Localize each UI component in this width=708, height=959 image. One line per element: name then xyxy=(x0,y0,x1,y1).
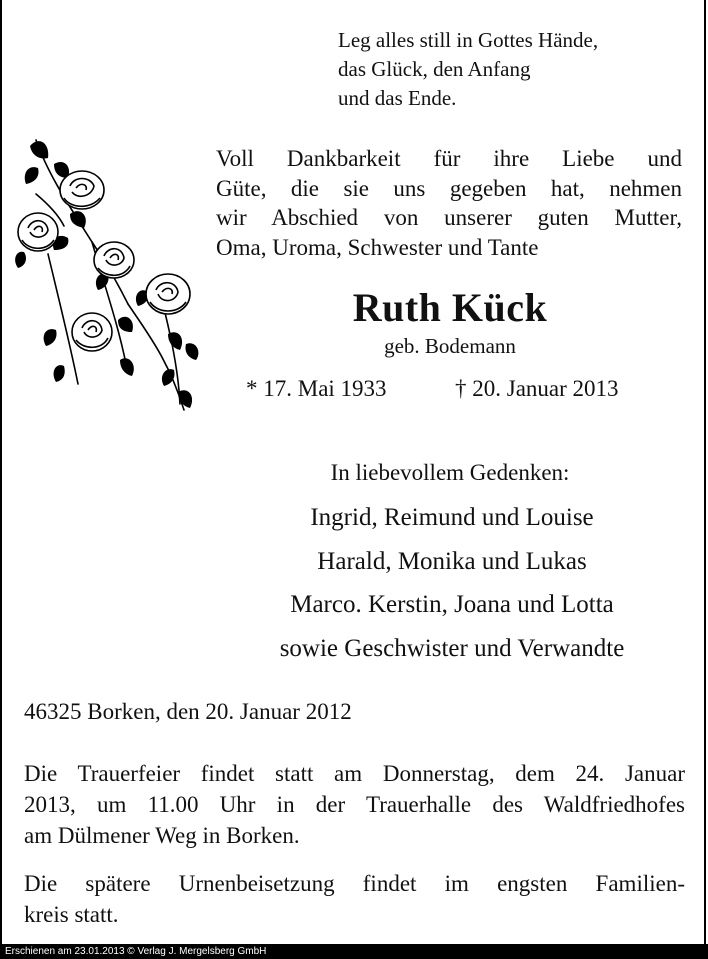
death-date: † 20. Januar 2013 xyxy=(455,376,619,401)
intro-line: Voll Dankbarkeit für ihre Liebe und xyxy=(216,146,682,171)
publication-footer: Erschienen am 23.01.2013 © Verlag J. Mergelsberg GmbH xyxy=(0,944,708,959)
deceased-name: Ruth Kück xyxy=(352,285,548,330)
rose-branch-icon xyxy=(8,134,214,416)
mourner-line: sowie Geschwister und Verwandte xyxy=(279,634,625,662)
mourners-heading: In liebevollem Gedenken: xyxy=(330,460,570,485)
introduction-text xyxy=(216,144,682,262)
mourners-list xyxy=(196,500,708,674)
mourner-line: Marco. Kerstin, Joana und Lotta xyxy=(290,591,614,618)
funeral-line: 2013, um 11.00 Uhr in der Trauerhalle des Waldfriedhofes xyxy=(24,792,685,817)
urn-line: Die spätere Urnenbeisetzung findet im engsten Familien- xyxy=(24,871,685,896)
urn-burial-info xyxy=(24,868,685,930)
funeral-line: Die Trauerfeier findet statt am Donnerstag, dem 24. Januar xyxy=(24,761,685,786)
mourner-line: Harald, Monika und Lukas xyxy=(317,547,587,575)
mourner-line: Ingrid, Reimund und Louise xyxy=(310,504,594,531)
urn-line: kreis statt. xyxy=(24,902,119,927)
intro-line: Oma, Uroma, Schwester und Tante xyxy=(216,234,539,260)
motto-line: und das Ende. xyxy=(338,86,457,110)
intro-line: Güte, die sie uns gegeben hat, nehmen xyxy=(216,175,682,201)
motto-line: das Glück, den Anfang xyxy=(338,57,531,81)
birth-date: * 17. Mai 1933 xyxy=(246,376,387,401)
motto-verse xyxy=(338,26,598,113)
maiden-name: geb. Bodemann xyxy=(384,334,516,358)
motto-line: Leg alles still in Gottes Hände, xyxy=(338,28,599,52)
funeral-info xyxy=(24,758,685,851)
funeral-line: am Dülmener Weg in Borken. xyxy=(24,823,300,848)
place-and-date: 46325 Borken, den 20. Januar 2012 xyxy=(24,699,352,724)
intro-line: wir Abschied von unserer guten Mutter, xyxy=(216,205,682,230)
